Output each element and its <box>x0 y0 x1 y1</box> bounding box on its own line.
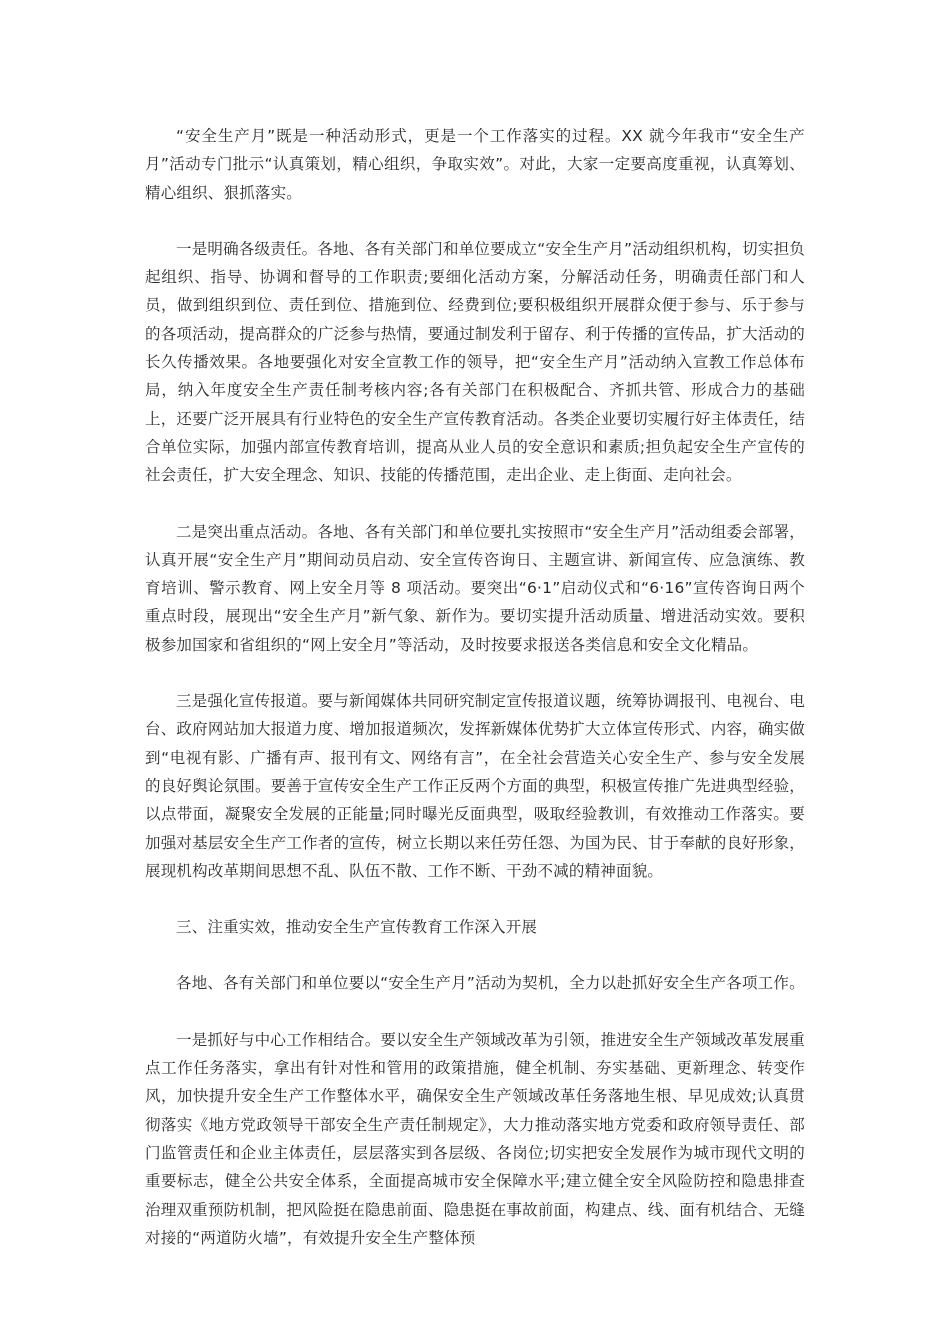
paragraph-combine-central-work: 一是抓好与中心工作相结合。要以安全生产领域改革为引领，推进安全生产领域改革发展重点工作任务落实，拿出有针对性和管用的政策措施，健全机制、夯实基础、更新理念、转变作风，加快提升安全生产工作整体水平，确保安全生产领域改革任务落地生根、早见成效;认真贯彻落实《地方党政领导干部安全生产责任制规定》，大力推动落实地方党委和政府领导责任、部门监管责任和企业主体责任，层层落实到各层级、各岗位;切实把安全发展作为城市现代文明的重要标志，健全公共安全体系，全面提高城市安全保障水平;建立健全安全风险防控和隐患排查治理双重预防机制，把风险挺在隐患前面、隐患挺在事故前面，构建点、线、面有机结合、无缝对接的“两道防火墙”，有效提升安全生产整体预 <box>145 1030 805 1247</box>
paragraph-safety-month-intro: “安全生产月”既是一种活动形式，更是一个工作落实的过程。XX 就今年我市“安全生产月”活动专门批示“认真策划，精心组织，争取实效”。对此，大家一定要高度重视，认真筹划、精心组织、狠抓落实。 <box>145 127 805 202</box>
document-body <box>145 122 805 1280</box>
paragraph-key-activities: 二是突出重点活动。各地、各有关部门和单位要扎实按照市“安全生产月”活动组委会部署，认真开展“安全生产月”期间动员启动、安全宣传咨询日、主题宣讲、新闻宣传、应急演练、教育培训、警示教育、网上安全月等 8 项活动。要突出“6·1”启动仪式和“6·16”宣传咨询日两个重点时段，展现出“安全生产月”新气象、新作为。要切实提升活动质量、增进活动实效。要积极参加国家和省组织的“网上安全月”等活动，及时按要求报送各类信息和安全文化精品。 <box>145 522 805 654</box>
section-heading-focus-on-results: 三、注重实效，推动安全生产宣传教育工作深入开展 <box>176 918 538 937</box>
paragraph-seize-opportunity: 各地、各有关部门和单位要以“安全生产月”活动为契机，全力以赴抓好安全生产各项工作。 <box>176 974 805 993</box>
paragraph-clarify-responsibilities: 一是明确各级责任。各地、各有关部门和单位要成立“安全生产月”活动组织机构，切实担负起组织、指导、协调和督导的工作职责;要细化活动方案，分解活动任务，明确责任部门和人员，做到组织到位、责任到位、措施到位、经费到位;要积极组织开展群众便于参与、乐于参与的各项活动，提高群众的广泛参与热情，要通过制发利于留存、利于传播的宣传品，扩大活动的长久传播效果。各地要强化对安全宣教工作的领导，把“安全生产月”活动纳入宣教工作总体布局，纳入年度安全生产责任制考核内容;各有关部门在积极配合、齐抓共管、形成合力的基础上，还要广泛开展具有行业特色的安全生产宣传教育活动。各类企业要切实履行好主体责任，结合单位实际，加强内部宣传教育培训，提高从业人员的安全意识和素质;担负起安全生产宣传的社会责任，扩大安全理念、知识、技能的传播范围，走出企业、走上街面、走向社会。 <box>145 239 805 485</box>
paragraph-publicity-reporting: 三是强化宣传报道。要与新闻媒体共同研究制定宣传报道议题，统筹协调报刊、电视台、电台、政府网站加大报道力度、增加报道频次，发挥新媒体优势扩大立体宣传形式、内容，确实做到“电视有影、广播有声、报刊有文、网络有言”，在全社会营造关心安全生产、参与安全发展的良好舆论氛围。要善于宣传安全生产工作正反两个方面的典型，积极宣传推广先进典型经验，以点带面，凝聚安全发展的正能量;同时曝光反面典型，吸取经验教训，有效推动工作落实。要加强对基层安全生产工作者的宣传，树立长期以来任劳任怨、为国为民、甘于奉献的良好形象，展现机构改革期间思想不乱、队伍不散、工作不断、干劲不减的精神面貌。 <box>145 692 805 880</box>
